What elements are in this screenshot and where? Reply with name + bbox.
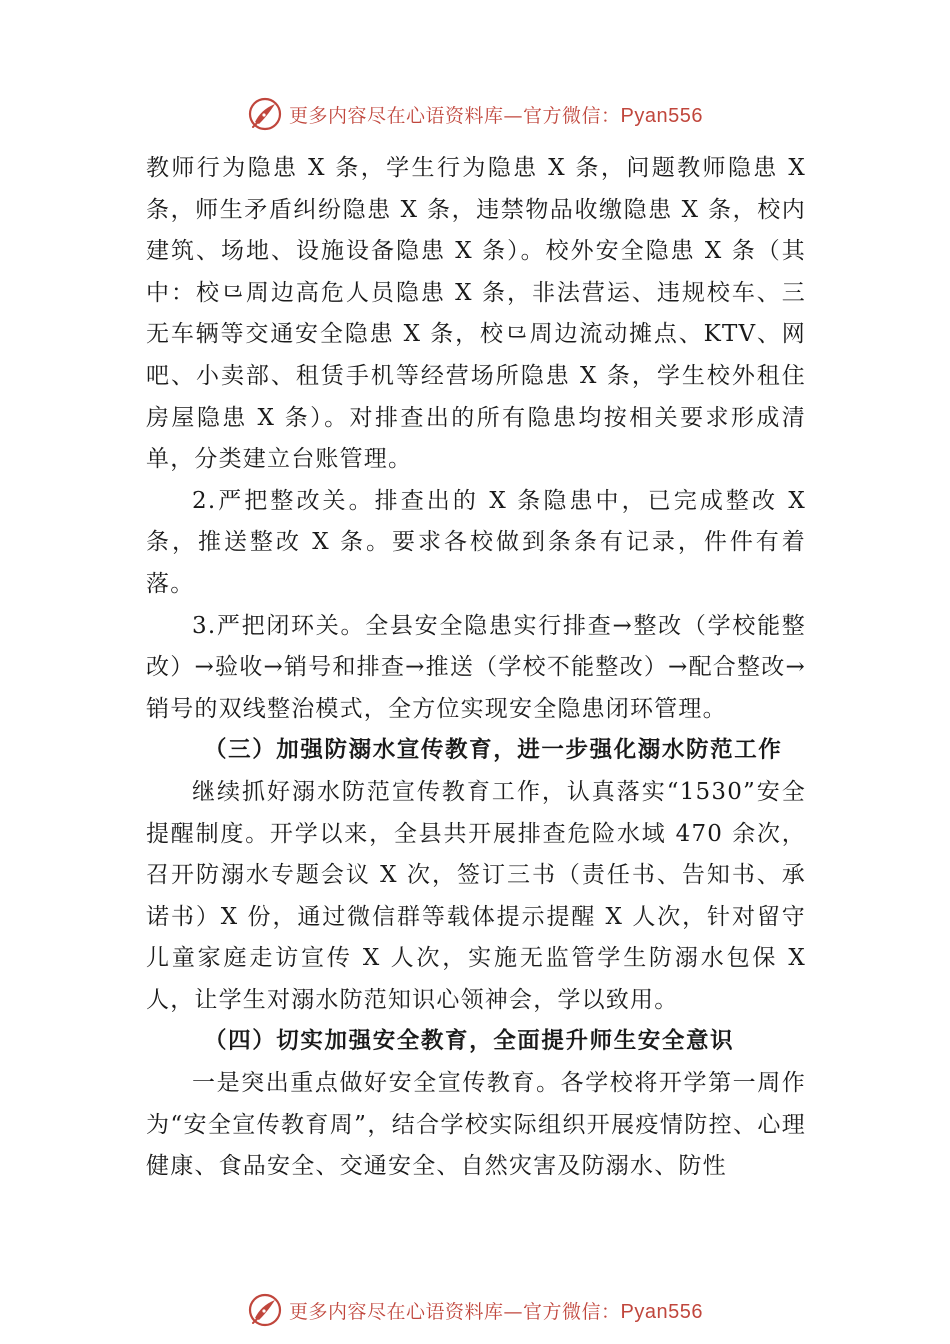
pen-nib-logo-icon bbox=[247, 96, 283, 132]
watermark-slogan: 更多内容尽在心语资料库—官方微信： bbox=[289, 1300, 621, 1323]
paragraph-closed-loop: 3.严把闭环关。全县安全隐患实行排查→整改（学校能整改）→验收→销号和排查→推送（学校不能整改）→配合整改→销号的双线整治模式，全方位实现安全隐患闭环管理。 bbox=[146, 612, 806, 722]
footer-watermark-banner bbox=[0, 1290, 950, 1330]
paragraph-safety-education: 一是突出重点做好安全宣传教育。各学校将开学第一周作为“安全宣传教育周”，结合学校实际组织开展疫情防控、心理健康、食品安全、交通安全、自然灾害及防溺水、防性 bbox=[146, 1070, 806, 1180]
document-body bbox=[146, 148, 806, 1188]
paragraph-drowning-prevention: 继续抓好溺水防范宣传教育工作，认真落实“1530”安全提醒制度。开学以来，全县共开展排查危险水域 470 余次，召开防溺水专题会议 X 次，签订三书（责任书、告知书、承诺书）X 份，通过微信群等载体提示提醒 X 人次，针对留守儿童家庭走访宣传 X 人次，实施无监管学生防溺水包保 X 人，让学生对溺水防范知识心领神会，学以致用。 bbox=[146, 778, 806, 1013]
watermark-wechat-id: Pyan556 bbox=[620, 1300, 703, 1323]
watermark-wechat-id: Pyan556 bbox=[620, 104, 703, 127]
watermark-text bbox=[289, 1297, 703, 1324]
pen-nib-logo-icon bbox=[247, 1292, 283, 1328]
watermark-text bbox=[289, 101, 703, 128]
paragraph-hazard-list-continued: 教师行为隐患 X 条，学生行为隐患 X 条，问题教师隐患 X 条，师生矛盾纠纷隐患 X 条，违禁物品收缴隐患 X 条，校内建筑、场地、设施设备隐患 X 条）。校外安全隐患 X 条（其中：校⺋周边高危人员隐患 X 条，非法营运、违规校车、三无车辆等交通安全隐患 X 条，校⺋周边流动摊点、KTV、网吧、小卖部、租赁手机等经营场所隐患 X 条，学生校外租住房屋隐患 X 条）。对排查出的所有隐患均按相关要求形成清单，分类建立台账管理。 bbox=[146, 155, 806, 473]
watermark-slogan: 更多内容尽在心语资料库—官方微信： bbox=[289, 104, 621, 127]
header-watermark-banner bbox=[0, 94, 950, 134]
section-heading-safety-education: （四）切实加强安全教育，全面提升师生安全意识 bbox=[204, 1028, 735, 1055]
section-heading-drowning-prevention: （三）加强防溺水宣传教育，进一步强化溺水防范工作 bbox=[204, 737, 783, 764]
paragraph-rectification: 2.严把整改关。排查出的 X 条隐患中，已完成整改 X 条，推送整改 X 条。要求各校做到条条有记录，件件有着落。 bbox=[146, 487, 806, 597]
